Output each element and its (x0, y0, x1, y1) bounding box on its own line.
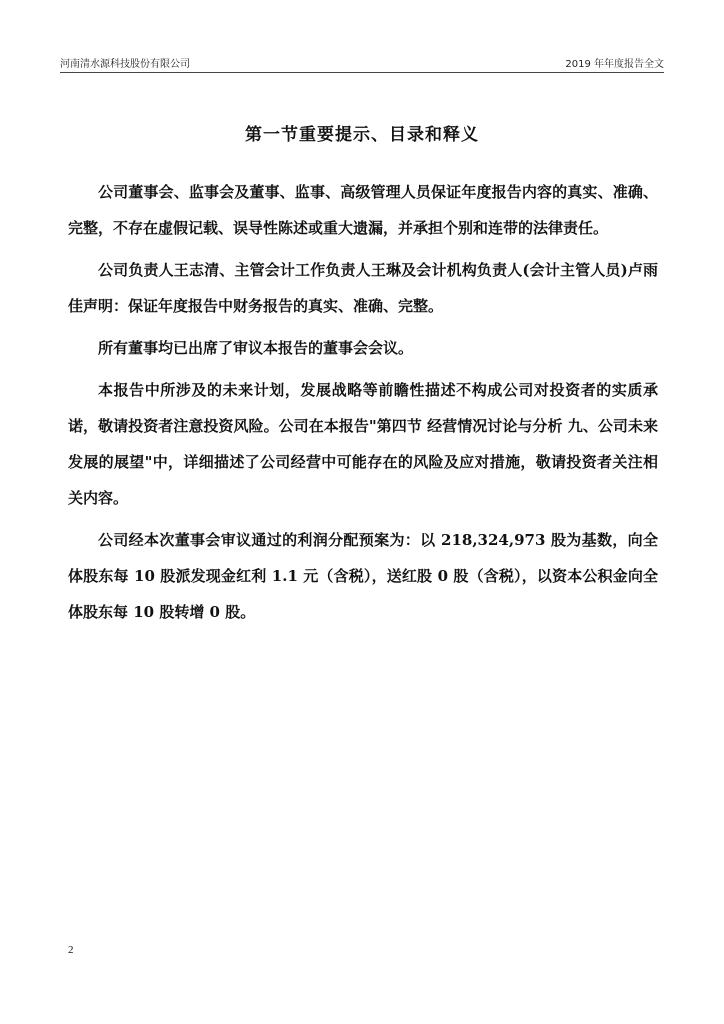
paragraph-declaration: 公司负责人王志清、主管会计工作负责人王琳及会计机构负责人(会计主管人员)卢雨佳声明：保证年度报告中财务报告的真实、准确、完整。 (68, 261, 658, 315)
body-text (68, 174, 658, 636)
paragraph-attendance: 所有董事均已出席了审议本报告的董事会会议。 (98, 339, 414, 357)
section-title: 第一节重要提示、目录和释义 (245, 125, 479, 145)
page-header (60, 50, 664, 73)
header-report-title: 2019 年年度报告全文 (565, 59, 664, 70)
paragraph-risk-notice: 本报告中所涉及的未来计划，发展战略等前瞻性描述不构成公司对投资者的实质承诺，敬请投资者注意投资风险。公司在本报告"第四节 经营情况讨论与分析 九、公司未来发展的展望"中，详细描述了公司经营中可能存在的风险及应对措施，敬请投资者关注相关内容。 (68, 381, 658, 507)
page-number: 2 (68, 944, 74, 956)
paragraph-profit-distribution: 公司经本次董事会审议通过的利润分配预案为：以 218,324,973 股为基数，向全体股东每 10 股派发现金红利 1.1 元（含税），送红股 0 股（含税），以资本公积金向全体股东每 10 股转增 0 股。 (68, 531, 658, 621)
paragraph-responsibility: 公司董事会、监事会及董事、监事、高级管理人员保证年度报告内容的真实、准确、完整，不存在虚假记载、误导性陈述或重大遗漏，并承担个别和连带的法律责任。 (68, 183, 658, 237)
header-company-name: 河南清水源科技股份有限公司 (60, 59, 190, 70)
